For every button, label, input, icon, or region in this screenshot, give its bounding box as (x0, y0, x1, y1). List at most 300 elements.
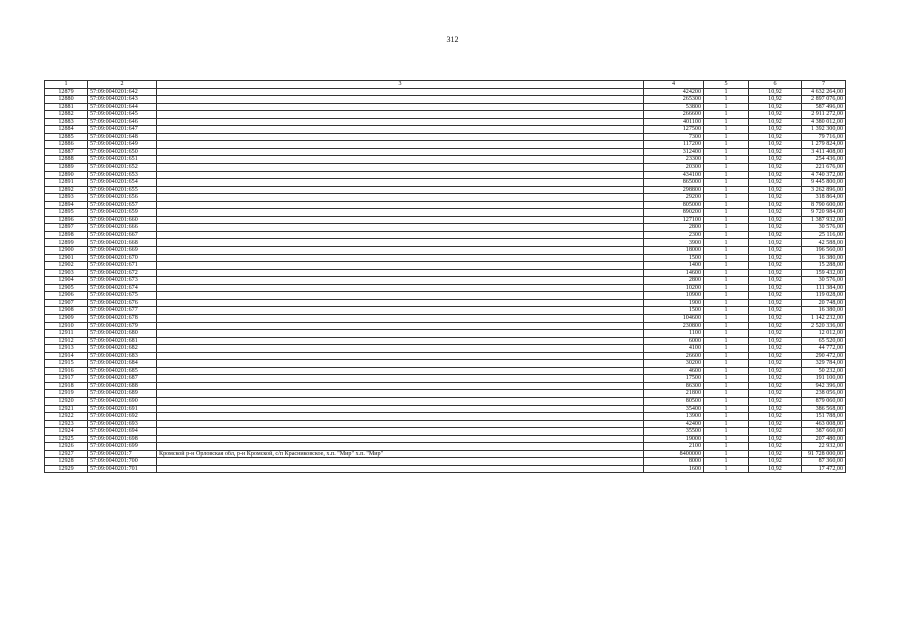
cell-count: 1 (704, 111, 749, 119)
cell-rate: 10,92 (749, 179, 802, 187)
cell-rate: 10,92 (749, 322, 802, 330)
cell-area: 42400 (644, 420, 704, 428)
table-row (45, 156, 846, 164)
cell-amount: 2 911 272,00 (802, 111, 846, 119)
cell-cadastral-number: 57:09:0040201:652 (88, 164, 157, 172)
cell-count: 1 (704, 458, 749, 466)
cell-amount: 44 772,00 (802, 345, 846, 353)
cell-row-number: 12914 (45, 352, 88, 360)
cell-cadastral-number: 57:09:0040201:691 (88, 405, 157, 413)
cell-amount: 1 387 932,00 (802, 216, 846, 224)
cell-row-number: 12920 (45, 397, 88, 405)
cell-area: 1500 (644, 254, 704, 262)
cell-area: 424200 (644, 88, 704, 96)
table-row (45, 201, 846, 209)
cell-count: 1 (704, 254, 749, 262)
cell-cadastral-number: 57:09:0040201:675 (88, 292, 157, 300)
cell-cadastral-number: 57:09:0040201:670 (88, 254, 157, 262)
cell-area: 21800 (644, 390, 704, 398)
cell-count: 1 (704, 428, 749, 436)
cell-rate: 10,92 (749, 299, 802, 307)
cell-rate: 10,92 (749, 111, 802, 119)
cell-rate: 10,92 (749, 307, 802, 315)
cell-row-number: 12926 (45, 443, 88, 451)
table-row (45, 141, 846, 149)
cell-amount: 386 568,00 (802, 405, 846, 413)
cell-count: 1 (704, 194, 749, 202)
cell-address (157, 148, 644, 156)
cell-rate: 10,92 (749, 194, 802, 202)
cell-rate: 10,92 (749, 262, 802, 270)
cell-row-number: 12897 (45, 224, 88, 232)
table-row (45, 307, 846, 315)
cell-row-number: 12896 (45, 216, 88, 224)
cell-count: 1 (704, 224, 749, 232)
cell-area: 890200 (644, 209, 704, 217)
cell-rate: 10,92 (749, 465, 802, 473)
cell-amount: 290 472,00 (802, 352, 846, 360)
cadastral-table (44, 80, 846, 473)
cell-area: 3900 (644, 239, 704, 247)
cell-area: 35400 (644, 405, 704, 413)
cell-count: 1 (704, 450, 749, 458)
cell-address (157, 133, 644, 141)
cell-row-number: 12928 (45, 458, 88, 466)
cell-row-number: 12895 (45, 209, 88, 217)
table-row (45, 186, 846, 194)
cell-rate: 10,92 (749, 216, 802, 224)
cell-count: 1 (704, 465, 749, 473)
cell-row-number: 12879 (45, 88, 88, 96)
cell-cadastral-number: 57:09:0040201:653 (88, 171, 157, 179)
cell-amount: 2 897 076,00 (802, 96, 846, 104)
cell-row-number: 12924 (45, 428, 88, 436)
table-row (45, 277, 846, 285)
cell-amount: 1 142 232,00 (802, 314, 846, 322)
cell-rate: 10,92 (749, 239, 802, 247)
cell-row-number: 12917 (45, 375, 88, 383)
cell-count: 1 (704, 435, 749, 443)
cell-cadastral-number: 57:09:0040201:659 (88, 209, 157, 217)
cell-count: 1 (704, 133, 749, 141)
table-row (45, 284, 846, 292)
cell-amount: 1 392 300,00 (802, 126, 846, 134)
cell-cadastral-number: 57:09:0040201:656 (88, 194, 157, 202)
column-header: 2 (88, 81, 157, 89)
cell-area: 4600 (644, 367, 704, 375)
cell-row-number: 12916 (45, 367, 88, 375)
cell-address (157, 209, 644, 217)
cell-count: 1 (704, 337, 749, 345)
cell-rate: 10,92 (749, 352, 802, 360)
table-row (45, 133, 846, 141)
cell-address (157, 367, 644, 375)
cell-address (157, 337, 644, 345)
cell-rate: 10,92 (749, 96, 802, 104)
cell-cadastral-number: 57:09:0040201:668 (88, 239, 157, 247)
cell-cadastral-number: 57:09:0040201:648 (88, 133, 157, 141)
cell-row-number: 12921 (45, 405, 88, 413)
cell-area: 8000 (644, 458, 704, 466)
table-row (45, 96, 846, 104)
cell-amount: 79 716,00 (802, 133, 846, 141)
cell-rate: 10,92 (749, 269, 802, 277)
cell-rate: 10,92 (749, 148, 802, 156)
table-row (45, 148, 846, 156)
cell-address (157, 458, 644, 466)
cell-area: 104600 (644, 314, 704, 322)
cell-row-number: 12893 (45, 194, 88, 202)
cell-cadastral-number: 57:09:0040201:689 (88, 390, 157, 398)
cell-amount: 4 740 372,00 (802, 171, 846, 179)
cell-rate: 10,92 (749, 247, 802, 255)
cell-area: 230800 (644, 322, 704, 330)
cell-count: 1 (704, 164, 749, 172)
cell-address (157, 284, 644, 292)
cell-address (157, 269, 644, 277)
cell-area: 1100 (644, 330, 704, 338)
cell-rate: 10,92 (749, 141, 802, 149)
column-header: 1 (45, 81, 88, 89)
cell-cadastral-number: 57:09:0040201:690 (88, 397, 157, 405)
cell-cadastral-number: 57:09:0040201:688 (88, 382, 157, 390)
table-row (45, 299, 846, 307)
cell-row-number: 12883 (45, 118, 88, 126)
cell-address (157, 465, 644, 473)
cell-amount: 30 576,00 (802, 224, 846, 232)
table-row (45, 209, 846, 217)
cell-amount: 151 788,00 (802, 413, 846, 421)
cell-cadastral-number: 57:09:0040201:666 (88, 224, 157, 232)
cell-area: 127500 (644, 126, 704, 134)
cell-rate: 10,92 (749, 443, 802, 451)
cell-area: 2100 (644, 443, 704, 451)
cell-address (157, 118, 644, 126)
table-row (45, 126, 846, 134)
cell-cadastral-number: 57:09:0040201:667 (88, 231, 157, 239)
cell-row-number: 12886 (45, 141, 88, 149)
cell-amount: 91 728 000,00 (802, 450, 846, 458)
cell-rate: 10,92 (749, 390, 802, 398)
cell-amount: 111 384,00 (802, 284, 846, 292)
cell-row-number: 12884 (45, 126, 88, 134)
cell-amount: 2 520 336,00 (802, 322, 846, 330)
cell-row-number: 12889 (45, 164, 88, 172)
cell-rate: 10,92 (749, 209, 802, 217)
column-header: 5 (704, 81, 749, 89)
cell-address (157, 443, 644, 451)
cell-row-number: 12881 (45, 103, 88, 111)
cell-cadastral-number: 57:09:0040201:677 (88, 307, 157, 315)
cell-cadastral-number: 57:09:0040201:649 (88, 141, 157, 149)
page-number: 312 (446, 35, 459, 44)
cell-row-number: 12913 (45, 345, 88, 353)
cell-area: 1600 (644, 465, 704, 473)
cell-rate: 10,92 (749, 345, 802, 353)
cell-count: 1 (704, 375, 749, 383)
cell-area: 117200 (644, 141, 704, 149)
cell-count: 1 (704, 314, 749, 322)
table-row (45, 450, 846, 458)
cell-amount: 12 012,00 (802, 330, 846, 338)
table-row (45, 360, 846, 368)
cell-amount: 9 445 800,00 (802, 179, 846, 187)
cell-address (157, 171, 644, 179)
cell-address (157, 179, 644, 187)
table-row (45, 458, 846, 466)
table-row (45, 292, 846, 300)
cell-cadastral-number: 57:09:0040201:682 (88, 345, 157, 353)
table-row (45, 171, 846, 179)
cell-area: 26600 (644, 352, 704, 360)
cell-count: 1 (704, 148, 749, 156)
cell-area: 1500 (644, 307, 704, 315)
cell-address (157, 307, 644, 315)
cell-address (157, 397, 644, 405)
table-row (45, 194, 846, 202)
cell-cadastral-number: 57:09:0040201:673 (88, 277, 157, 285)
cell-address (157, 330, 644, 338)
cell-row-number: 12927 (45, 450, 88, 458)
cell-amount: 238 056,00 (802, 390, 846, 398)
cell-area: 2800 (644, 224, 704, 232)
cell-cadastral-number: 57:09:0040201:654 (88, 179, 157, 187)
cell-count: 1 (704, 201, 749, 209)
cell-rate: 10,92 (749, 314, 802, 322)
cell-count: 1 (704, 118, 749, 126)
cell-count: 1 (704, 179, 749, 187)
cell-area: 18000 (644, 247, 704, 255)
cell-cadastral-number: 57:09:0040201:646 (88, 118, 157, 126)
cell-rate: 10,92 (749, 103, 802, 111)
cell-rate: 10,92 (749, 171, 802, 179)
cell-address (157, 262, 644, 270)
cell-rate: 10,92 (749, 330, 802, 338)
column-header: 3 (157, 81, 644, 89)
cell-amount: 4 380 012,00 (802, 118, 846, 126)
cell-cadastral-number: 57:09:0040201:679 (88, 322, 157, 330)
cell-count: 1 (704, 352, 749, 360)
cell-amount: 30 576,00 (802, 277, 846, 285)
cell-cadastral-number: 57:09:0040201:669 (88, 247, 157, 255)
cell-rate: 10,92 (749, 186, 802, 194)
cell-amount: 4 632 264,00 (802, 88, 846, 96)
cell-amount: 20 748,00 (802, 299, 846, 307)
table-row (45, 413, 846, 421)
cell-row-number: 12912 (45, 337, 88, 345)
table-row (45, 345, 846, 353)
table-row (45, 103, 846, 111)
cell-cadastral-number: 57:09:0040201:700 (88, 458, 157, 466)
table-row (45, 179, 846, 187)
cell-address (157, 111, 644, 119)
cell-row-number: 12904 (45, 277, 88, 285)
cell-rate: 10,92 (749, 126, 802, 134)
cell-count: 1 (704, 443, 749, 451)
cell-rate: 10,92 (749, 156, 802, 164)
cell-row-number: 12906 (45, 292, 88, 300)
cell-count: 1 (704, 367, 749, 375)
cell-address (157, 224, 644, 232)
cell-address (157, 345, 644, 353)
cell-cadastral-number: 57:09:0040201:680 (88, 330, 157, 338)
cell-rate: 10,92 (749, 450, 802, 458)
cell-address (157, 292, 644, 300)
cell-address (157, 277, 644, 285)
cell-amount: 8 790 600,00 (802, 201, 846, 209)
cell-rate: 10,92 (749, 458, 802, 466)
header-row (45, 81, 846, 89)
cell-count: 1 (704, 284, 749, 292)
cell-row-number: 12905 (45, 284, 88, 292)
cell-rate: 10,92 (749, 367, 802, 375)
cell-rate: 10,92 (749, 405, 802, 413)
cell-cadastral-number: 57:09:0040201:651 (88, 156, 157, 164)
cell-rate: 10,92 (749, 397, 802, 405)
cell-area: 401100 (644, 118, 704, 126)
cell-address (157, 435, 644, 443)
cell-area: 865000 (644, 179, 704, 187)
cell-rate: 10,92 (749, 88, 802, 96)
cell-address (157, 299, 644, 307)
cell-row-number: 12903 (45, 269, 88, 277)
cell-amount: 159 432,00 (802, 269, 846, 277)
cell-amount: 1 279 824,00 (802, 141, 846, 149)
cell-rate: 10,92 (749, 201, 802, 209)
cell-area: 80500 (644, 397, 704, 405)
cell-count: 1 (704, 209, 749, 217)
cell-cadastral-number: 57:09:0040201:685 (88, 367, 157, 375)
cell-count: 1 (704, 397, 749, 405)
cell-count: 1 (704, 299, 749, 307)
cell-row-number: 12891 (45, 179, 88, 187)
table-row (45, 322, 846, 330)
cell-row-number: 12907 (45, 299, 88, 307)
cell-address (157, 239, 644, 247)
table-row (45, 269, 846, 277)
cell-row-number: 12902 (45, 262, 88, 270)
cell-amount: 463 008,00 (802, 420, 846, 428)
cell-amount: 387 660,00 (802, 428, 846, 436)
cell-count: 1 (704, 216, 749, 224)
cell-area: 6000 (644, 337, 704, 345)
table-row (45, 314, 846, 322)
cell-row-number: 12909 (45, 314, 88, 322)
cell-area: 30200 (644, 360, 704, 368)
table-row (45, 405, 846, 413)
cell-area: 10900 (644, 292, 704, 300)
table-row (45, 443, 846, 451)
cell-address (157, 254, 644, 262)
table-row (45, 111, 846, 119)
cell-area: 8400000 (644, 450, 704, 458)
cell-cadastral-number: 57:09:0040201:650 (88, 148, 157, 156)
cell-amount: 87 360,00 (802, 458, 846, 466)
cell-amount: 254 436,00 (802, 156, 846, 164)
cell-amount: 42 588,00 (802, 239, 846, 247)
table-row (45, 164, 846, 172)
cell-cadastral-number: 57:09:0040201:692 (88, 413, 157, 421)
cell-rate: 10,92 (749, 284, 802, 292)
cell-area: 266600 (644, 111, 704, 119)
cell-count: 1 (704, 360, 749, 368)
cell-count: 1 (704, 126, 749, 134)
cell-amount: 22 932,00 (802, 443, 846, 451)
cell-cadastral-number: 57:09:0040201:655 (88, 186, 157, 194)
cell-rate: 10,92 (749, 382, 802, 390)
cell-cadastral-number: 57:09:0040201:7 (88, 450, 157, 458)
cell-area: 7300 (644, 133, 704, 141)
cell-rate: 10,92 (749, 231, 802, 239)
cell-row-number: 12929 (45, 465, 88, 473)
cell-rate: 10,92 (749, 118, 802, 126)
cell-rate: 10,92 (749, 337, 802, 345)
table-row (45, 247, 846, 255)
cell-count: 1 (704, 262, 749, 270)
cell-cadastral-number: 57:09:0040201:681 (88, 337, 157, 345)
cell-cadastral-number: 57:09:0040201:693 (88, 420, 157, 428)
cell-count: 1 (704, 96, 749, 104)
cell-count: 1 (704, 88, 749, 96)
cell-amount: 587 496,00 (802, 103, 846, 111)
cell-address (157, 96, 644, 104)
cell-amount: 3 411 408,00 (802, 148, 846, 156)
cell-count: 1 (704, 345, 749, 353)
cell-row-number: 12925 (45, 435, 88, 443)
cell-row-number: 12898 (45, 231, 88, 239)
cell-rate: 10,92 (749, 133, 802, 141)
cell-area: 1900 (644, 299, 704, 307)
cell-address (157, 141, 644, 149)
cell-row-number: 12915 (45, 360, 88, 368)
cell-area: 13900 (644, 413, 704, 421)
cell-row-number: 12882 (45, 111, 88, 119)
cell-amount: 15 288,00 (802, 262, 846, 270)
cell-rate: 10,92 (749, 375, 802, 383)
cell-cadastral-number: 57:09:0040201:674 (88, 284, 157, 292)
cell-address (157, 156, 644, 164)
cell-row-number: 12880 (45, 96, 88, 104)
cell-address (157, 314, 644, 322)
cell-address (157, 216, 644, 224)
cell-address (157, 103, 644, 111)
cell-count: 1 (704, 330, 749, 338)
cell-rate: 10,92 (749, 360, 802, 368)
cell-row-number: 12919 (45, 390, 88, 398)
table-row (45, 118, 846, 126)
cell-count: 1 (704, 292, 749, 300)
cell-area: 1400 (644, 262, 704, 270)
cell-count: 1 (704, 141, 749, 149)
cell-address (157, 413, 644, 421)
cell-area: 312400 (644, 148, 704, 156)
cell-row-number: 12922 (45, 413, 88, 421)
cell-count: 1 (704, 103, 749, 111)
cell-cadastral-number: 57:09:0040201:701 (88, 465, 157, 473)
cell-cadastral-number: 57:09:0040201:642 (88, 88, 157, 96)
cell-area: 298800 (644, 186, 704, 194)
cell-address (157, 420, 644, 428)
cell-amount: 9 720 984,00 (802, 209, 846, 217)
cell-count: 1 (704, 171, 749, 179)
cell-row-number: 12885 (45, 133, 88, 141)
cell-amount: 942 396,00 (802, 382, 846, 390)
cell-address (157, 322, 644, 330)
cell-amount: 17 472,00 (802, 465, 846, 473)
cell-amount: 25 116,00 (802, 231, 846, 239)
cell-row-number: 12908 (45, 307, 88, 315)
cell-address (157, 382, 644, 390)
